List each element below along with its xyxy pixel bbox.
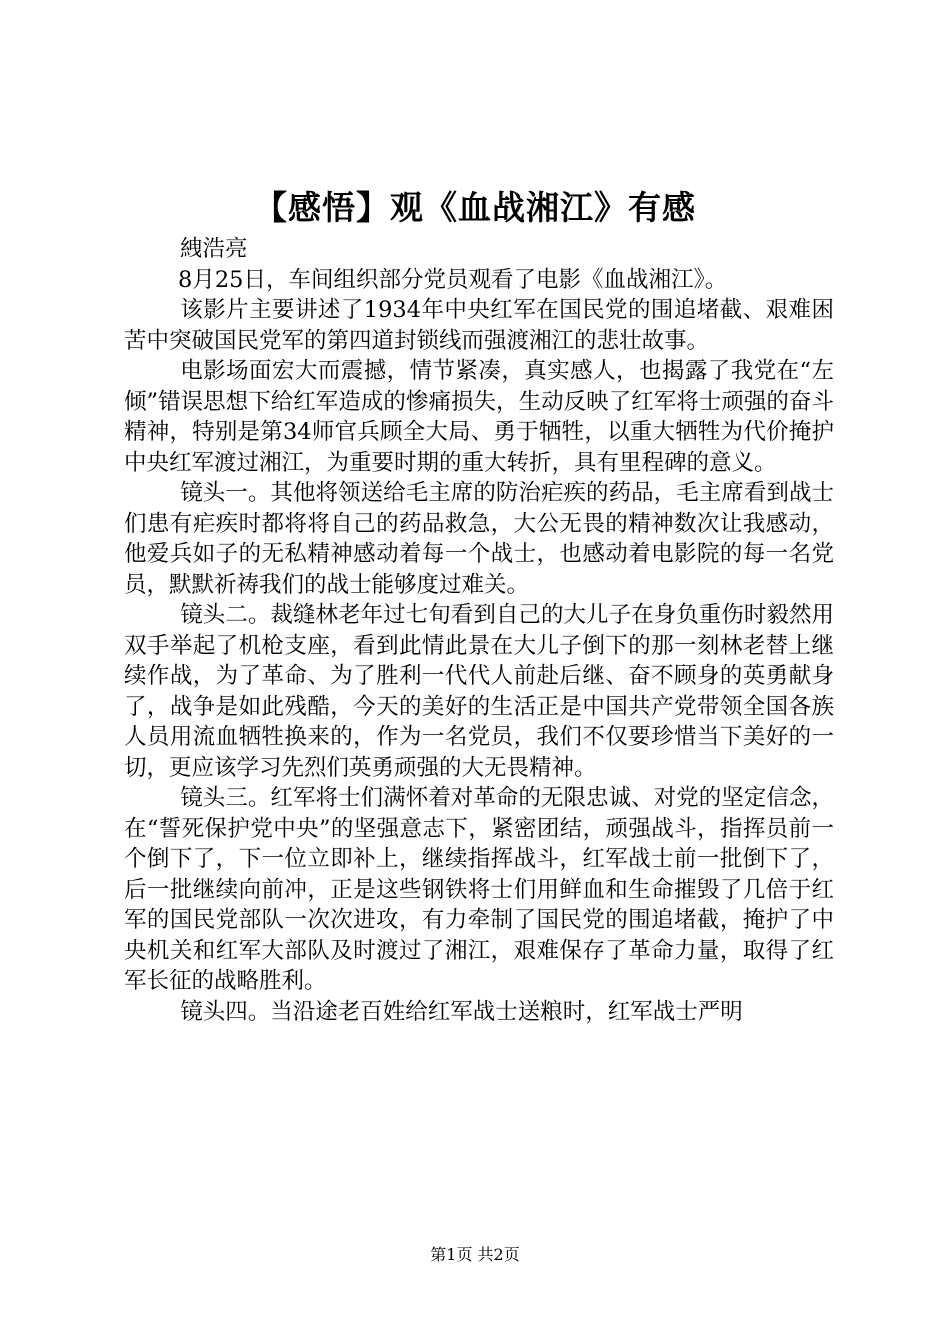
paragraph-3: 电影场面宏大而震撼，情节紧凑，真实感人，也揭露了我党在“左倾”错误思想下给红军造成的惨痛损失，生动反映了红军将士顽强的奋斗精神，特别是第34师官兵顾全大局、勇于牺牲，以重大牺牲为代价掩护中央红军渡过湘江，为重要时期的重大转折，具有里程碑的意义。 (124, 358, 834, 476)
page-title: 【感悟】观《血战湘江》有感 (254, 188, 696, 227)
author-line: 絏浩亮 (180, 236, 248, 262)
paragraph-1: 8月25日，车间组织部分党员观看了电影《血战湘江》。 (178, 266, 728, 293)
paragraph-2: 该影片主要讲述了1934年中央红军在国民党的围追堵截、艰难困苦中突破国民党军的第四道封锁线而强渡湘江的悲壮故事。 (124, 297, 834, 354)
paragraph-6: 镜头三。红军将士们满怀着对革命的无限忠诚、对党的坚定信念，在“誓死保护党中央”的坚强意志下，紧密团结，顽强战斗，指挥员前一个倒下了，下一位立即补上，继续指挥战斗，红军战士前一批倒下了，后一批继续向前冲，正是这些钢铁将士们用鲜血和生命摧毁了几倍于红军的国民党部队一次次进攻，有力牵制了国民党的围追堵截，掩护了中央机关和红军大部队及时渡过了湘江，艰难保存了革命力量，取得了红军长征的战略胜利。 (124, 785, 834, 994)
paragraph-5: 镜头二。裁缝林老年过七旬看到自己的大儿子在身负重伤时毅然用双手举起了机枪支座，看到此情此景在大儿子倒下的那一刻林老替上继续作战，为了革命、为了胜利一代代人前赴后继、奋不顾身的英勇献身了，战争是如此残酷，今天的美好的生活正是中国共产党带领全国各族人员用流血牺牲换来的，作为一名党员，我们不仅要珍惜当下美好的一切，更应该学习先烈们英勇顽强的大无畏精神。 (124, 602, 834, 781)
document-body (124, 234, 834, 1027)
paragraph-7: 镜头四。当沿途老百姓给红军战士送粮时，红军战士严明 (180, 998, 743, 1025)
page-footer: 第1页 共2页 (430, 1245, 520, 1264)
paragraph-4: 镜头一。其他将领送给毛主席的防治疟疾的药品，毛主席看到战士们患有疟疾时都将将自己的药品救急，大公无畏的精神数次让我感动，他爱兵如子的无私精神感动着每一个战士，也感动着电影院的每一名党员，默默祈祷我们的战士能够度过难关。 (124, 480, 834, 598)
